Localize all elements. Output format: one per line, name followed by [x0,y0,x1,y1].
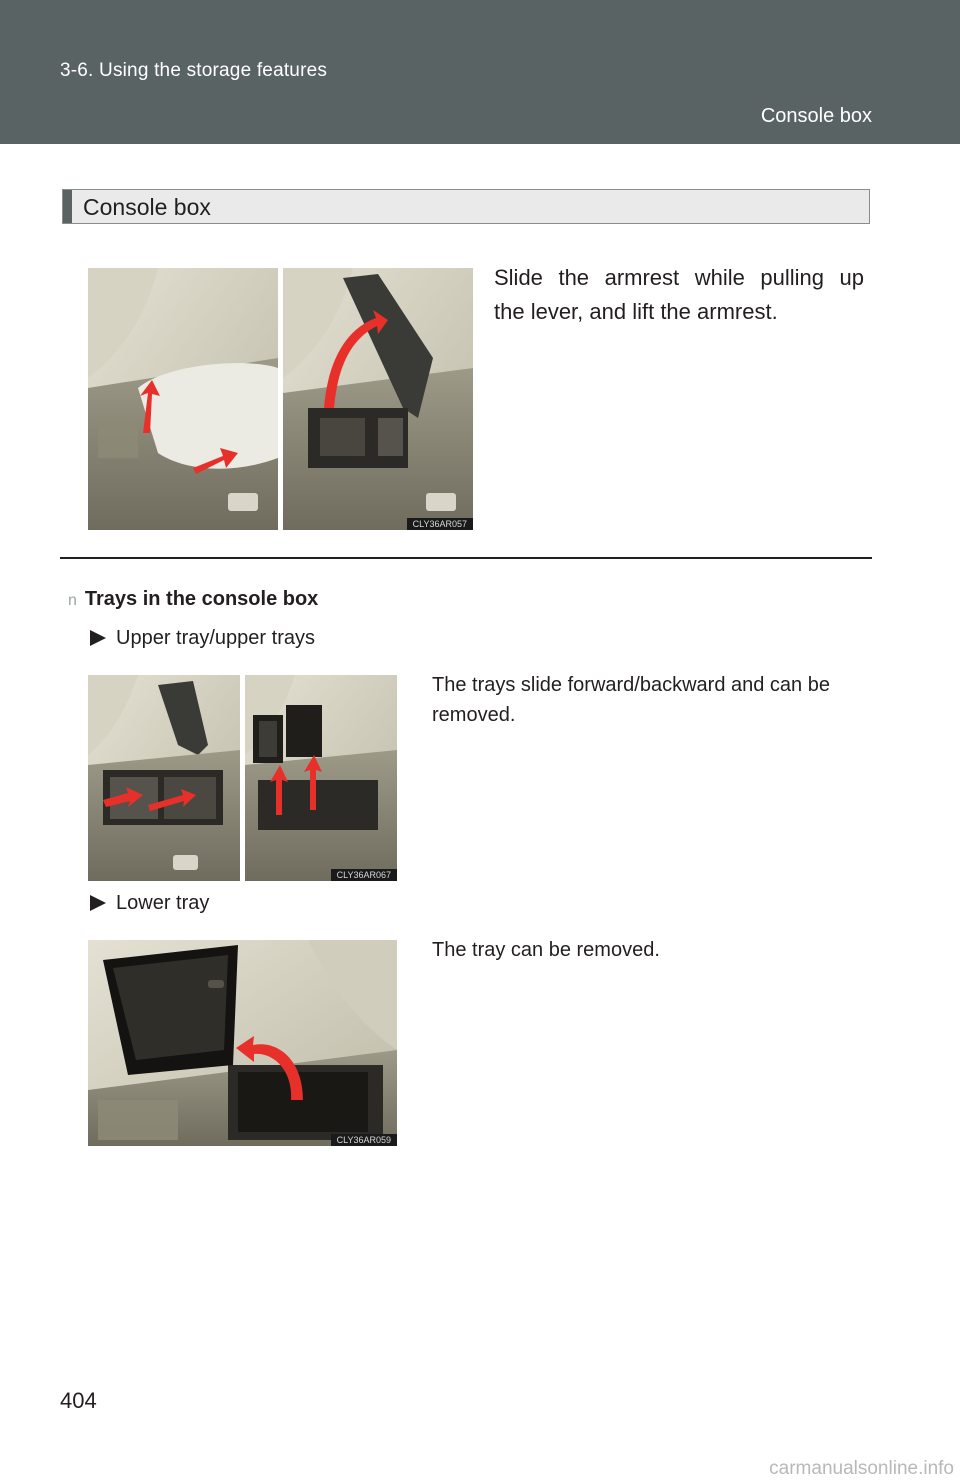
upper-trays-figure [88,675,397,881]
section-divider [60,557,872,559]
section-heading-bar [62,189,870,224]
watermark: carmanualsonline.info [769,1458,954,1479]
section-title: 3-6. Using the storage features [60,60,328,81]
heading-tab [63,190,72,223]
upper-tray-desc-2: removed. [432,704,516,726]
page-number: 404 [60,1388,97,1413]
intro-line-1: Slide the armrest while pulling up [494,265,864,290]
lower-tray-figure [88,940,397,1146]
armrest-figure [88,268,473,530]
lower-tray-item [90,892,209,915]
page-topic: Console box [760,105,872,127]
upper-tray-item [90,627,315,650]
section-heading: Console box [83,194,211,220]
triangle-bullet-icon [90,630,106,646]
trays-heading-text: Trays in the console box [84,588,319,610]
lower-tray-label: Lower tray [116,892,210,914]
triangle-bullet-icon [90,895,106,911]
bullet-marker: n [68,592,77,609]
page-header [0,0,960,144]
intro-line-2: the lever, and lift the armrest. [494,299,778,324]
image-code: CLY36AR059 [331,1134,397,1146]
image-code: CLY36AR067 [331,869,397,881]
trays-heading [68,588,318,611]
lower-tray-desc: The tray can be removed. [432,939,660,961]
image-code: CLY36AR057 [407,518,473,530]
upper-tray-label: Upper tray/upper trays [116,627,315,649]
upper-tray-desc-1: The trays slide forward/backward and can be [432,674,830,696]
